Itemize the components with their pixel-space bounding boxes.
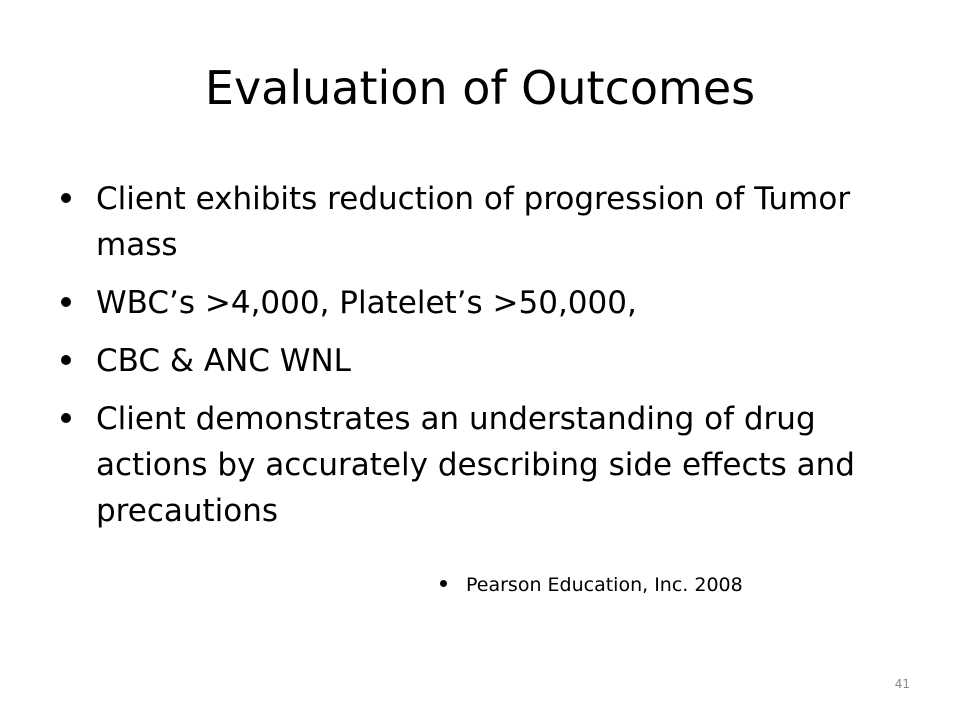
bullet-dot-icon xyxy=(61,413,71,423)
slide-title: Evaluation of Outcomes xyxy=(204,61,756,115)
bullet-text: CBC & ANC WNL xyxy=(96,343,351,379)
page-number: 41 xyxy=(894,677,910,691)
source-citation xyxy=(440,570,743,600)
bullet-item xyxy=(58,176,918,268)
bullet-text: WBC’s >4,000, Platelet’s >50,000, xyxy=(96,285,637,321)
bullet-item xyxy=(58,338,918,384)
bullet-item xyxy=(58,280,918,326)
bullet-dot-icon xyxy=(61,355,71,365)
bullet-dot-icon xyxy=(61,297,71,307)
bullet-text: Client exhibits reduction of progression of Tumor mass xyxy=(96,181,851,263)
bullet-item xyxy=(58,396,918,534)
bullet-list xyxy=(58,176,918,546)
source-text: Pearson Education, Inc. 2008 xyxy=(466,574,743,596)
bullet-text: Client demonstrates an understanding of drug actions by accurately describing side effects and precautions xyxy=(96,401,855,529)
bullet-dot-icon xyxy=(440,580,447,587)
bullet-dot-icon xyxy=(61,193,71,203)
